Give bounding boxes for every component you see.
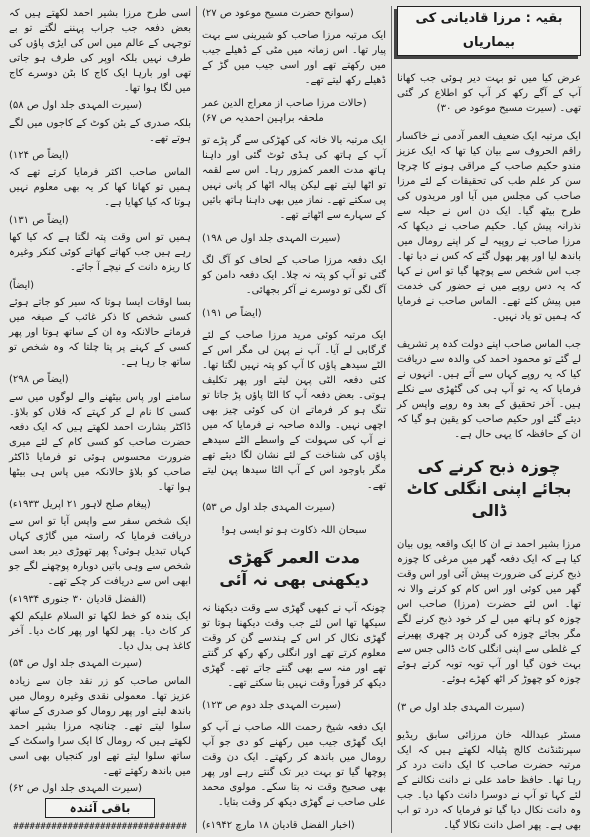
left-column [4, 6, 196, 833]
citation: (حالات مرزا صاحب از معراج الدین عمر ملحقہ براہین احمدیہ ص ۶۷) [202, 97, 367, 124]
paragraph: چونکہ آپ نے کبھی گھڑی سے وقت دیکھنا نہ سیکھا تھا اس لئے جب وقت دیکھنا ہوتا تو گھڑی نکال کر اس کے ہندسے گن کر وقت معلوم کرتے تھے اور انگلی رکھ رکھ کر گنتے تھے اور منہ سے بھی گنتے جاتے تھے۔ گھڑی دیکھ کر فوراً وقت نہیں بتا سکتے تھے۔ [202, 602, 386, 689]
citation: (سوانح حضرت مسیح موعود ص ۲۷) [202, 8, 354, 19]
section-heading: چوزہ ذبح کرنے کی بجائے اپنی انگلی کاٹ ڈالی [406, 457, 572, 521]
citation: (سیرت المہدی جلد اول ص ۵۴) [9, 658, 143, 670]
middle-column [196, 6, 392, 833]
decorative-hash-rule: ################################ [13, 821, 187, 832]
citation: (اخبار الفضل قادیان ۱۸ مارچ ۱۹۴۲ء) [202, 819, 355, 831]
citation: (ایضاً ص ۱۹۱) [202, 307, 262, 319]
citation: (سیرت المہدی جلد اول ص ۶۲) [9, 783, 143, 795]
paragraph: الماس صاحب کو زر نقد جان سے زیادہ عزیز تھا۔ معمولی نقدی وغیرہ رومال میں باندھ لیتے اور پھر رومال کو صدری کے ساتھ سلوا لیتے تھے۔ چنانچہ مرزا بشیر احمد لکھتے ہیں کہ رومال کا ایک سرا واسکٹ کے ساتھ سلوا لیتے تھے اور کنجیاں بھی اسی میں باندھ رکھتے تھے۔ [9, 675, 191, 777]
citation: (ایضاً ص ۱۳۱) [9, 214, 69, 226]
paragraph: الماس صاحب اکثر فرمایا کرتے تھے کہ ہمیں تو کھانا کھا کر یہ بھی معلوم نہیں ہوتا کہ کیا کھایا ہے۔ [9, 167, 191, 209]
citation: (سیرت المہدی جلد اول ص ۵۸) [9, 100, 143, 112]
citation: (سیرت المہدی جلد اول ص ۵۳) [202, 502, 336, 514]
citation: (ایضاً ص ۱۲۴) [9, 150, 69, 162]
paragraph: ایک مرتبہ مرزا صاحب کو شیرینی سے بہت پیار تھا۔ اس زمانہ میں مٹی کے ڈھیلے جیب میں رکھتے تھے اور اسی جیب میں گڑ کے ڈھیلے رکھ لیتے تھے۔ [202, 30, 386, 87]
right-column [392, 6, 586, 833]
paragraph: بلکہ صدری کے بٹن کوٹ کے کاجوں میں لگے ہوتے تھے۔ [9, 117, 191, 144]
paragraph: جب الماس صاحب اپنے دولت کدہ پر تشریف لے گئے تو محمود احمد کی والدہ سے دریافت کیا کہ یہ روپے کہاں سے آئے ہیں۔ انہوں نے فرمایا کہ یہ تو آپ ہی کی گٹھڑی سے نکلے ہیں۔ آخر تحقیق کے بعد وہ روپے واپس کر دیئے گئے اور حکیم صاحب کو یقین ہو گیا کہ ان کے حافظہ کا یہی حال ہے۔ [397, 338, 581, 440]
paragraph: ایک دفعہ شیخ رحمت اللہ صاحب نے آپ کو ایک گھڑی جیب میں رکھنے کو دی جو آپ رومال میں باندھ کر رکھتے۔ ایک دن وقت پوچھا گیا تو بہت دیر تک گنتے رہے اور پھر بھی صحیح وقت نہ بتا سکے۔ مولوی محمد علی صاحب نے گھڑی دیکھ کر وقت بتایا۔ [202, 722, 386, 809]
paragraph: ایک مرتبہ ایک ضعیف العمر آدمی نے خاکسار راقم الحروف سے بیان کیا تھا کہ ایک عزیز مندو حکیم صاحب کے مراقی ہونے کا چرچا سن کر علم طب کی تحقیقات کے لئے مرزا صاحب کی مجلس میں آیا اور مریدوں کی طرح بیٹھ گیا۔ ایک دن اس نے حیلہ سے نذرانہ پیش کیا۔ حکیم صاحب نے دیکھا کہ مرزا صاحب نے روپیہ لے کر اپنے رومال میں باندھ لیا اور پھر بھول گئے کہ کس نے دیا تھا۔ جب اس شخص سے پوچھا گیا تو اس نے کہا کہ یہ دس روپے میں نے حضور کی خدمت میں پیش کئے تھے۔ الماس صاحب نے فرمایا کہ ہمیں تو یاد نہیں۔ [397, 130, 581, 322]
paragraph: عرض کیا میں تو بہت دیر ہوئی جب کھانا آپ کے آگے رکھ کر آپ کو اطلاع کر گئی تھی۔ (سیرت مسیح موعود ص ۳۰) [397, 72, 581, 114]
citation: (سیرت المہدی جلد اول ص ۱۹۸) [202, 232, 341, 244]
citation: (الفضل قادیان ۳۰ جنوری ۱۹۳۴ء) [9, 593, 147, 605]
continued-article-title: بقیہ : مرزا قادیانی کی بیماریاں [397, 6, 581, 56]
paragraph: اسی طرح مرزا بشیر احمد لکھتے ہیں کہ بعض دفعہ جب جراب پہننے لگتے تو بے توجہی کے عالم میں اس کی ایڑی پاؤں کی طرف نہیں بلکہ اوپر کی طرف ہو جاتی تھی اور بارہا ایک کاج کا بٹن دوسرے کاج میں لگا ہوا تھا۔ [9, 8, 191, 94]
to-be-continued-box: باقی آئندہ [45, 798, 156, 818]
paragraph: مرزا بشیر احمد نے ان کا ایک واقعہ یوں بیان کیا ہے کہ ایک دفعہ گھر میں مرغی کا چوزہ ذبح کرنے کی ضرورت پیش آئی اور اس وقت گھر میں کوئی اور اس کام کو کرنے والا نہ تھا۔ اس لئے حضرت (مرزا) صاحب اس چوزہ کو ہاتھ میں لے کر خود ذبح کرنے لگے مگر بجائے چوزہ کی گردن پر چھری پھیرنے کے غلطی سے اپنی انگلی کاٹ ڈالی جس سے بہت خون گیا اور آپ توبہ توبہ کرتے ہوئے چوزہ کو چھوڑ کر اٹھ کھڑے ہوئے۔ [396, 539, 581, 686]
citation: (سیرت المہدی جلد دوم ص ۱۲۳) [202, 700, 342, 712]
paragraph: ایک دفعہ مرزا صاحب کے لحاف کو آگ لگ گئی تو آپ کو پتہ نہ چلا۔ ایک دفعہ دامن کو آگ لگی تو دوسرے نے آکر بجھائی۔ [202, 255, 386, 297]
paragraph: مسٹر عبداللہ خان مرزائی سابق ریڈیو سپرنٹنڈنٹ کالج پٹیالہ لکھتے ہیں کہ ایک مرتبہ حضرت صاحب کا ایک دانت درد کر رہا تھا۔ حافظ حامد علی نے دانت نکالنے کے لئے کہا تو آپ نے دوسرا دانت دکھا دیا۔ جب وہ دانت نکال دیا گیا تو فرمایا کہ درد تو اب بھی ہے۔ پھر اصل دانت نکالا گیا۔ [397, 729, 581, 831]
paragraph: ایک بندہ کو خط لکھا تو السلام علیکم لکھ کر کاٹ دیا۔ پھر لکھا اور پھر کاٹ دیا۔ آخر کاغذ ہی بدل دیا۔ [9, 611, 191, 653]
paragraph: ایک مرتبہ بالا خانہ کی کھڑکی سے گر پڑے تو آپ کے ہاتھ کی ہڈی ٹوٹ گئی اور داہنا ہاتھ مدت العمر کمزور رہا۔ اس سے لقمہ تو اٹھا لیتے تھے لیکن پیالہ اٹھا کر پانی نہیں پی سکتے تھے۔ نماز میں بھی داہنا ہاتھ بائیں کے سہارے سے اٹھاتے تھے۔ [202, 135, 386, 222]
paragraph: ہمیں تو اس وقت پتہ لگتا ہے کہ کیا کھا رہے ہیں جب کھاتے کھاتے کوئی کنکر وغیرہ کا ریزہ دانت کے نیچے آ جائے۔ [9, 232, 191, 274]
citation: (ایضاً) [9, 279, 35, 291]
paragraph: بسا اوقات ایسا ہوتا کہ سیر کو جاتے ہوئے کسی شخص کا ذکر غائب کے صیغہ میں فرماتے حالانکہ وہ ان کے ساتھ ہوتا اور پھر کسی کے کہنے پر پتا چلتا کہ وہ شخص تو ساتھ جا رہا ہے۔ [9, 296, 191, 368]
paragraph: ایک شخص سفر سے واپس آیا تو اس سے دریافت فرمایا کہ راستہ میں گاڑی کہاں کہاں تبدیل ہوئی؟ پھر تھوڑی دیر بعد اسی شخص سے وہی باتیں دوبارہ پوچھنے لگے جو ابھی اس سے دریافت کر چکے تھے۔ [9, 516, 191, 588]
section-heading: مدت العمر گھڑی دیکھنی بھی نہ آئی [219, 548, 369, 590]
remark: سبحان اللہ ذکاوت ہو تو ایسی ہو! [221, 524, 367, 536]
citation: (ایضاً ص ۲۹۸) [9, 374, 69, 386]
paragraph: سامنے اور پاس بیٹھنے والے لوگوں میں سے کسی کا نام لے کر کہتے کہ فلاں کو بلاؤ۔ ڈاکٹر بشارت احمد لکھتے ہیں کہ ایک دفعہ حضرت صاحب کو کسی کام کے لئے میری ضرورت محسوس ہوئی تو فرمایا ڈاکٹر صاحب کو بلاؤ حالانکہ میں پاس ہی بیٹھا ہوا تھا۔ [9, 391, 191, 493]
paragraph: ایک مرتبہ کوئی مرید مرزا صاحب کے لئے گرگابی لے آیا۔ آپ نے پہن لی مگر اس کے الٹے سیدھے پاؤں کا آپ کو پتہ نہیں لگتا تھا۔ کئی دفعہ الٹی پہن لیتے اور پھر تکلیف ہوتی۔ بعض دفعہ آپ کا الٹا پاؤں پڑ جاتا تو تنگ ہو کر فرماتے ان کی کوئی چیز بھی اچھی نہیں۔ والدہ صاحبہ نے فرمایا کہ میں نے آپ کی سہولت کے واسطے الٹے سیدھے پاؤں کی شناخت کے لئے نشان لگا دیئے تھے مگر باوجود اس کے آپ الٹا سیدھا پہن لیتے تھے۔ [202, 329, 386, 491]
citation: (پیغام صلح لاہور ۲۱ اپریل ۱۹۳۳ء) [9, 498, 151, 510]
citation: (سیرت المہدی جلد اول ص ۳) [397, 702, 525, 714]
